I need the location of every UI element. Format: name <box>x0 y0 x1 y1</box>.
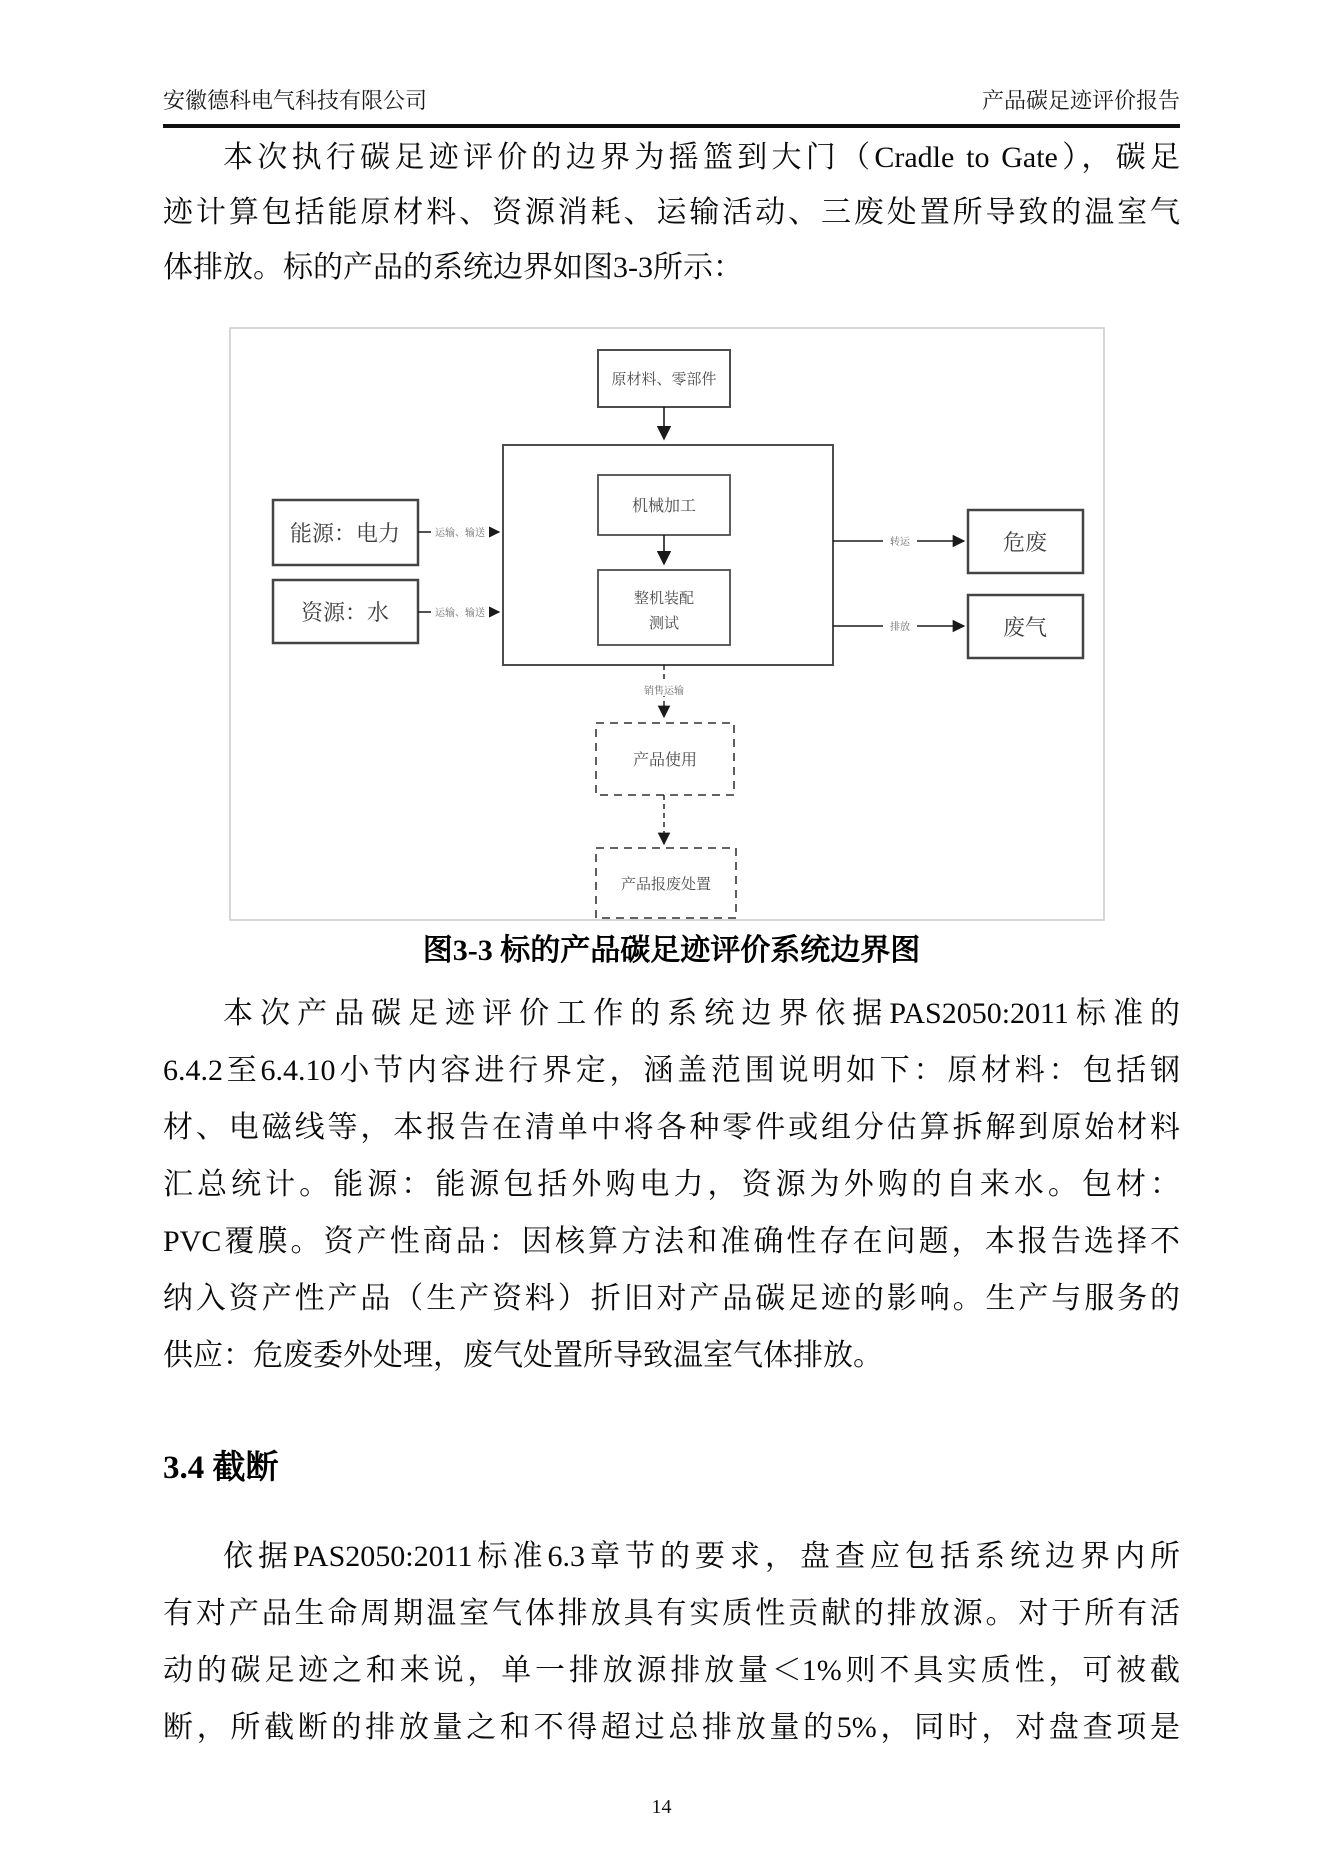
system-boundary-diagram <box>228 320 1108 924</box>
paragraph-line: PVC覆膜。资产性商品：因核算方法和准确性存在问题，本报告选择不 <box>163 1225 1180 1258</box>
page-header <box>163 84 1180 128</box>
sales-arrow-label: 销售运输 <box>644 686 684 697</box>
figure-caption: 图3-3 标的产品碳足迹评价系统边界图 <box>422 934 921 967</box>
paragraph-line: 体排放。标的产品的系统边界如图3-3所示： <box>163 251 743 284</box>
assembly-test-box-label-line2: 测试 <box>648 615 680 632</box>
paragraph-line: 迹计算包括能原材料、资源消耗、运输活动、三废处置所导致的温室气 <box>163 196 1180 229</box>
paragraph-cutoff-rule <box>163 1528 1180 1756</box>
paragraph-line: 材、电磁线等，本报告在清单中将各种零件或组分估算拆解到原始材料 <box>163 1111 1180 1144</box>
paragraph-line: 汇总统计。能源：能源包括外购电力，资源为外购的自来水。包材： <box>163 1168 1180 1201</box>
header-company-name: 安徽德科电气科技有限公司 <box>163 88 428 113</box>
hazwaste-arrow-label: 转运 <box>890 537 910 548</box>
hazardous-waste-box-label: 危废 <box>1002 530 1048 555</box>
paragraph-line: 本次执行碳足迹评价的边界为摇篮到大门（Cradle to Gate），碳足 <box>223 141 1180 174</box>
paragraph-boundary-intro <box>163 130 1180 295</box>
resource-arrow-label: 运输、输送 <box>435 608 485 619</box>
paragraph-line: 依据PAS2050:2011标准6.3章节的要求，盘查应包括系统边界内所 <box>223 1540 1180 1573</box>
energy-arrow-label: 运输、输送 <box>435 528 485 539</box>
header-report-title: 产品碳足迹评价报告 <box>981 88 1180 113</box>
resource-water-box-label: 资源：水 <box>300 600 390 625</box>
paragraph-line: 纳入资产性产品（生产资料）折旧对产品碳足迹的影响。生产与服务的 <box>163 1282 1180 1315</box>
product-use-box-label: 产品使用 <box>632 752 698 769</box>
page-number: 14 <box>651 1796 672 1818</box>
paragraph-line: 有对产品生命周期温室气体排放具有实质性贡献的排放源。对于所有活 <box>163 1597 1180 1630</box>
assembly-test-box-label-line1: 整机装配 <box>633 590 695 607</box>
product-disposal-box-label: 产品报废处置 <box>620 876 712 893</box>
paragraph-line: 6.4.2至6.4.10小节内容进行界定，涵盖范围说明如下：原材料：包括钢 <box>163 1054 1180 1087</box>
paragraph-line: 供应：危废委外处理，废气处置所导致温室气体排放。 <box>163 1339 883 1372</box>
paragraph-line: 断，所截断的排放量之和不得超过总排放量的5%，同时，对盘查项是 <box>163 1711 1180 1744</box>
gas-arrow-label: 排放 <box>890 622 910 633</box>
paragraph-line: 动的碳足迹之和来说，单一排放源排放量＜1%则不具实质性，可被截 <box>163 1654 1180 1687</box>
machining-box-label: 机械加工 <box>631 498 697 515</box>
raw-materials-box-label: 原材料、零部件 <box>611 371 717 388</box>
assembly-test-box <box>598 570 730 645</box>
system-boundary-diagram-svg <box>228 320 1108 924</box>
waste-gas-box-label: 废气 <box>1002 615 1048 640</box>
section-heading-3-4: 3.4 截断 <box>163 1450 279 1486</box>
paragraph-scope-definition <box>163 985 1180 1384</box>
paragraph-line: 本次产品碳足迹评价工作的系统边界依据PAS2050:2011标准的 <box>223 997 1180 1030</box>
energy-electricity-box-label: 能源：电力 <box>289 521 401 546</box>
